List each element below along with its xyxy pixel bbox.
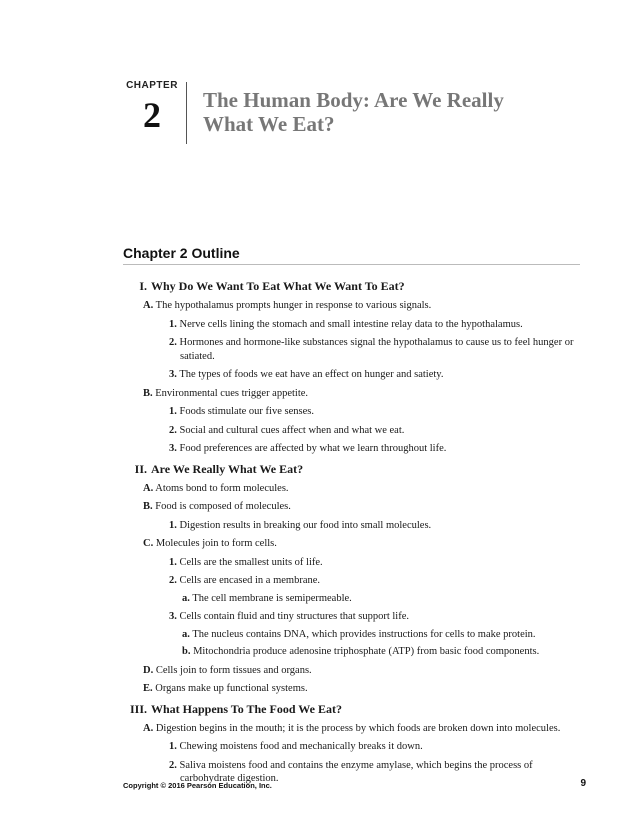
outline-item: A. Digestion begins in the mouth; it is the process by which foods are broken down into molecules. xyxy=(143,722,561,734)
outline-subitem: 1. Foods stimulate our five senses. xyxy=(169,406,314,417)
outline-subitem: 1. Digestion results in breaking our food into small molecules. xyxy=(169,519,432,531)
chapter-label-block xyxy=(122,80,182,133)
outline-subitem: 3. Cells contain fluid and tiny structures that support life. xyxy=(169,611,409,622)
outline-item: B. Food is composed of molecules. xyxy=(143,501,291,512)
outline-divider xyxy=(123,264,580,265)
chapter-title-line-1: The Human Body: Are We Really xyxy=(203,88,504,112)
chapter-label: CHAPTER xyxy=(126,80,178,91)
outline-subitem: 1. Nerve cells lining the stomach and small intestine relay data to the hypothalamus. xyxy=(169,318,523,330)
outline-subitem: 3. The types of foods we eat have an effect on hunger and satiety. xyxy=(169,369,444,380)
outline-item: E. Organs make up functional systems. xyxy=(143,683,308,694)
outline-item: B. Environmental cues trigger appetite. xyxy=(143,387,309,399)
outline-subitem: 2. Social and cultural cues affect when and what we eat. xyxy=(169,424,405,436)
outline-heading: Chapter 2 Outline xyxy=(123,245,240,261)
outline-subitem: 1. Chewing moistens food and mechanically breaks it down. xyxy=(169,741,423,752)
section-heading: II. Are We Really What We Eat? xyxy=(134,461,304,476)
outline-item: C. Molecules join to form cells. xyxy=(143,538,277,549)
outline-subitem: 1. Cells are the smallest units of life. xyxy=(169,556,323,568)
outline-subitem: 2. Cells are encased in a membrane. xyxy=(169,575,321,586)
section-heading: III. What Happens To The Food We Eat? xyxy=(129,701,342,716)
outline-subitem: 3. Food preferences are affected by what we learn throughout life. xyxy=(169,443,447,454)
copyright-footer: Copyright © 2016 Pearson Education, Inc. xyxy=(123,781,272,790)
outline-subsubitem: a. The nucleus contains DNA, which provides instructions for cells to make protein. xyxy=(182,628,536,640)
outline-item: D. Cells join to form tissues and organs. xyxy=(143,664,312,676)
chapter-outline xyxy=(123,273,583,786)
outline-subsubitem: a. The cell membrane is semipermeable. xyxy=(182,592,352,604)
chapter-number: 2 xyxy=(143,95,161,135)
outline-item: A. The hypothalamus prompts hunger in response to various signals. xyxy=(143,300,432,311)
chapter-title xyxy=(203,88,583,136)
outline-subsubitem: b. Mitochondria produce adenosine triphosphate (ATP) from basic food components. xyxy=(182,646,540,657)
section-heading: I. Why Do We Want To Eat What We Want To Eat? xyxy=(139,279,405,293)
page-number: 9 xyxy=(580,778,586,789)
outline-item: A. Atoms bond to form molecules. xyxy=(143,482,289,494)
outline-subitem: 2. Hormones and hormone-like substances signal the hypothalamus to cause us to feel hunger or satiated. xyxy=(169,337,574,362)
outline-subitem: 2. Saliva moistens food and contains the enzyme amylase, which begins the process of carbohydrate digestion. xyxy=(169,759,533,784)
chapter-divider xyxy=(186,82,187,144)
chapter-title-line-2: What We Eat? xyxy=(203,112,335,136)
